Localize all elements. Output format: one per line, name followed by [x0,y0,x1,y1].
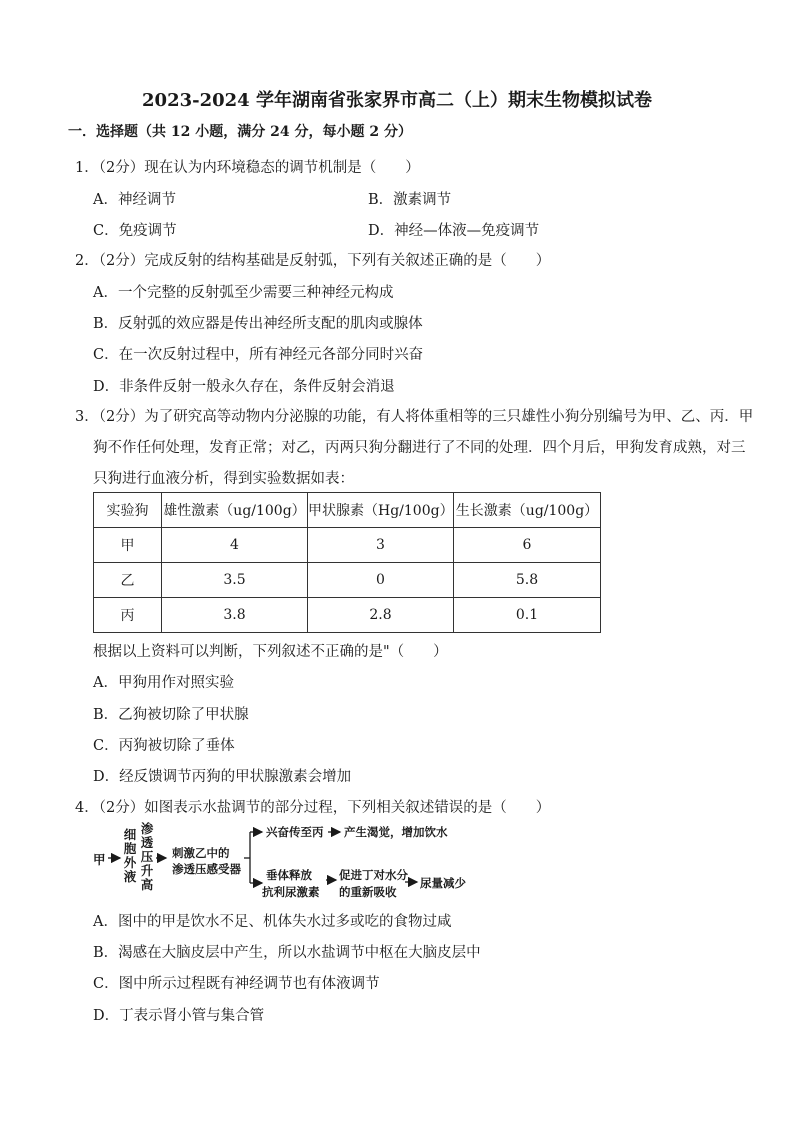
table-cell: 3.5 [162,563,308,598]
table-header-cell: 雄性激素（ug/100g） [162,493,308,528]
diagram-col-extracellular: 细 胞 外 液 [123,827,137,884]
q3-option-c: C．丙狗被切除了垂体 [93,738,235,754]
diagram-stimulus-line2: 渗透压感受器 [172,862,241,876]
q1-stem: 1．（2分）现在认为内环境稳态的调节机制是（ ） [75,160,420,176]
table-cell: 0 [308,563,454,598]
q3-stem-line1: 3．（2分）为了研究高等动物内分泌腺的功能，有人将体重相等的三只雄性小狗分别编号为甲、乙、丙．甲 [75,409,754,425]
q3-option-d: D．经反馈调节丙狗的甲状腺激素会增加 [93,769,352,785]
diagram-reabsorb-line2: 的重新吸收 [339,885,397,899]
diagram-end-result: 尿量减少 [420,876,466,890]
q2-option-c: C．在一次反射过程中，所有神经元各部分同时兴奋 [93,347,424,363]
q2-option-d: D．非条件反射一般永久存在，条件反射会消退 [93,379,395,395]
table-header-cell: 生长激素（ug/100g） [454,493,601,528]
table-cell: 3 [308,528,454,563]
table-cell: 乙 [94,563,162,598]
q1-option-c: C．免疫调节 [93,223,177,239]
q3-option-b: B．乙狗被切除了甲状腺 [93,707,249,723]
table-cell: 甲 [94,528,162,563]
table-cell: 2.8 [308,598,454,633]
q4-option-a: A．图中的甲是饮水不足、机体失水过多或吃的食物过咸 [93,914,452,930]
table-cell: 5.8 [454,563,601,598]
q3-stem-line3: 只狗进行血液分析，得到实验数据如表： [93,471,354,487]
q2-option-a: A．一个完整的反射弧至少需要三种神经元构成 [93,285,394,301]
diagram-reabsorb-line1: 促进丁对水分 [339,868,408,882]
table-cell: 3.8 [162,598,308,633]
q3-after-text: 根据以上资料可以判断，下列叙述不正确的是"（ ） [93,644,448,660]
q1-option-a: A．神经调节 [93,192,176,208]
q4-option-d: D．丁表示肾小管与集合管 [93,1008,265,1024]
q1-option-d: D．神经—体液—免疫调节 [368,223,540,239]
q1-option-b: B．激素调节 [368,192,452,208]
table-cell: 4 [162,528,308,563]
diagram-jia: 甲 [93,852,106,867]
diagram-col-osmotic: 渗 透 压 升 高 [140,821,154,892]
diagram-pituitary-line2: 抗利尿激素 [262,885,320,899]
q3-stem-line2: 狗不作任何处理，发育正常；对乙，丙两只狗分翻进行了不同的处理．四个月后，甲狗发育成熟，对三 [93,440,746,456]
q2-stem: 2．（2分）完成反射的结构基础是反射弧，下列有关叙述正确的是（ ） [75,253,551,269]
diagram-pituitary-line1: 垂体释放 [266,868,312,882]
q3-option-a: A．甲狗用作对照实验 [93,675,234,691]
diagram-top-path: 兴奋传至丙 [266,825,324,839]
q4-stem: 4．（2分）如图表示水盐调节的部分过程，下列相关叙述错误的是（ ） [75,800,551,816]
table-cell: 6 [454,528,601,563]
table-header-cell: 甲状腺素（Hg/100g） [308,493,454,528]
page-title: 2023-2024 学年湖南省张家界市高二（上）期末生物模拟试卷 [142,90,652,111]
table-cell: 0.1 [454,598,601,633]
section-heading: 一．选择题（共 12 小题，满分 24 分，每小题 2 分） [68,124,412,140]
diagram-top-result: 产生渴觉，增加饮水 [344,825,448,839]
table-header-cell: 实验狗 [94,493,162,528]
q4-option-b: B．渴感在大脑皮层中产生，所以水盐调节中枢在大脑皮层中 [93,945,481,961]
diagram-stimulus-line1: 刺激乙中的 [172,846,230,860]
q2-option-b: B．反射弧的效应器是传出神经所支配的肌肉或腺体 [93,316,423,332]
table-cell: 丙 [94,598,162,633]
q4-option-c: C．图中所示过程既有神经调节也有体液调节 [93,976,380,992]
